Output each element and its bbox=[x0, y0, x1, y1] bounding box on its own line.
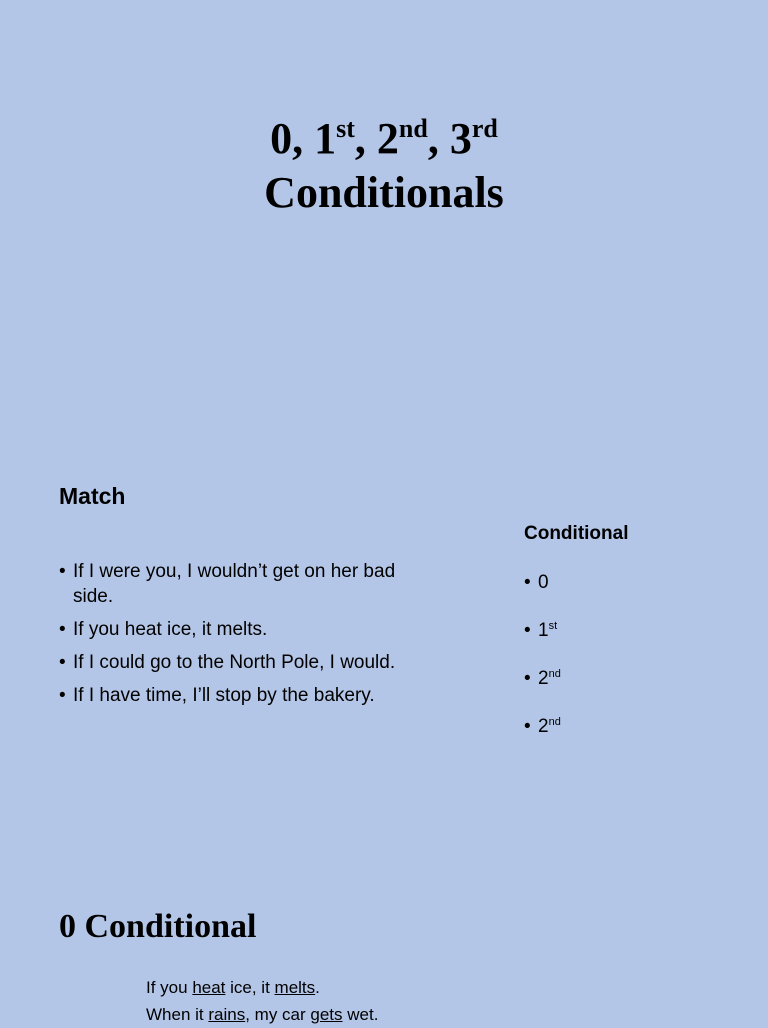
title-sup-rd: rd bbox=[471, 114, 498, 143]
zero-conditional-heading: 0 Conditional bbox=[59, 908, 257, 945]
title-part-0: 0, 1 bbox=[270, 114, 337, 163]
conditional-item bbox=[524, 570, 561, 618]
conditional-item-suffix: st bbox=[548, 620, 558, 632]
conditional-item bbox=[524, 618, 561, 666]
match-heading: Match bbox=[59, 483, 126, 509]
example-underlined: gets bbox=[310, 1005, 343, 1024]
example-text: ice, it bbox=[225, 978, 275, 997]
conditional-item-value: 2 bbox=[538, 668, 549, 689]
example-text: wet. bbox=[342, 1005, 379, 1024]
title-sup-nd: nd bbox=[398, 114, 428, 143]
title-part-2: , 2 bbox=[354, 114, 399, 163]
match-sentence: • If I could go to the North Pole, I would. bbox=[59, 650, 409, 675]
conditional-item bbox=[524, 666, 561, 714]
title-sup-st: st bbox=[336, 114, 355, 143]
example-underlined: melts bbox=[274, 978, 316, 997]
slide-title bbox=[0, 112, 768, 220]
conditional-item-value: 0 bbox=[538, 572, 549, 593]
match-sentence: • If I were you, I wouldn’t get on her bad side. bbox=[59, 559, 409, 609]
match-sentence: • If you heat ice, it melts. bbox=[59, 617, 409, 642]
title-line-2: Conditionals bbox=[264, 168, 504, 217]
example-sentence bbox=[146, 974, 378, 1001]
example-text: , my car bbox=[245, 1005, 311, 1024]
conditional-item-value: 2 bbox=[538, 716, 549, 737]
example-underlined: rains bbox=[208, 1005, 246, 1024]
example-text: . bbox=[315, 978, 320, 997]
example-underlined: heat bbox=[192, 978, 226, 997]
conditional-heading: Conditional bbox=[524, 523, 629, 544]
example-text: When it bbox=[146, 1005, 209, 1024]
title-part-3: , 3 bbox=[427, 114, 472, 163]
match-sentence: • If I have time, I’ll stop by the bakery. bbox=[59, 683, 409, 708]
conditional-item bbox=[524, 714, 561, 762]
conditional-list bbox=[524, 570, 561, 762]
conditional-item-suffix: nd bbox=[548, 668, 561, 680]
zero-conditional-examples bbox=[146, 974, 378, 1028]
example-text: If you bbox=[146, 978, 193, 997]
match-sentence-list bbox=[59, 559, 409, 716]
conditional-item-value: 1 bbox=[538, 620, 549, 641]
title-line-1 bbox=[0, 112, 768, 166]
conditional-item-suffix: nd bbox=[548, 716, 561, 728]
